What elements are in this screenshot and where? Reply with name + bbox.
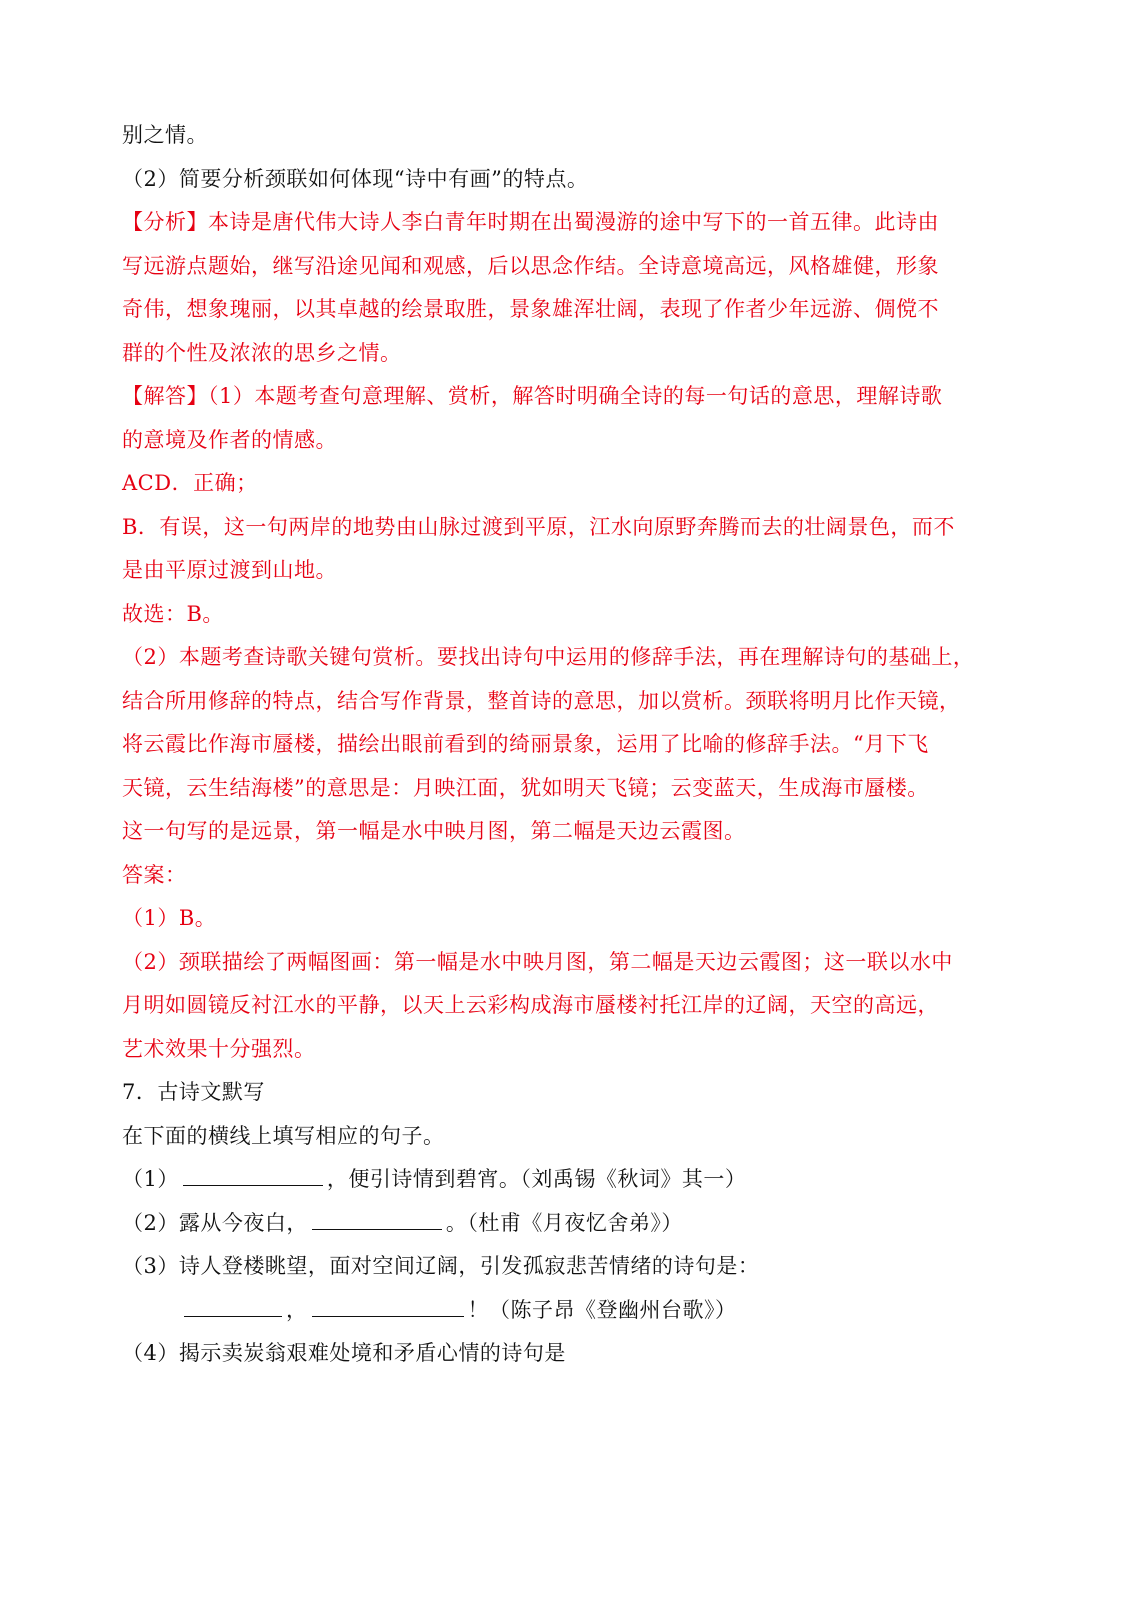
analysis-line: 奇伟，想象瑰丽，以其卓越的绘景取胜，景象雄浑壮阔，表现了作者少年远游、倜傥不 (122, 297, 939, 321)
fill-question-3-blanks (122, 1289, 1002, 1333)
answer-line: 月明如圆镜反衬江水的平静，以天上云彩构成海市蜃楼衬托江岸的辽阔，天空的高远， (122, 993, 939, 1017)
answer-line: 结合所用修辞的特点，结合写作背景，整首诗的意思，加以赏析。颈联将明月比作天镜， (122, 688, 961, 713)
answer-line: 天镜，云生结海楼”的意思是：月映江面，犹如明天飞镜；云变蓝天，生成海市蜃楼。 (122, 775, 929, 800)
fill-question-1 (122, 1158, 1002, 1202)
section-heading: 7．古诗文默写 (122, 1080, 265, 1104)
fill-question-2 (122, 1202, 1002, 1246)
answer-line: （2）颈联描绘了两幅图画：第一幅是水中映月图，第二幅是天边云霞图；这一联以水中 (122, 949, 953, 974)
answer-line: 艺术效果十分强烈。 (122, 1036, 316, 1061)
answer-line: ACD．正确； (122, 471, 258, 495)
answer-line: 答案： (122, 862, 187, 887)
question-suffix: 。（杜甫《月夜忆舍弟》） (445, 1210, 683, 1235)
answer-line: （2）本题考查诗歌关键句赏析。要找出诗句中运用的修辞手法，再在理解诗句的基础上， (122, 645, 975, 669)
analysis-line: 群的个性及浓浓的思乡之情。 (122, 340, 402, 365)
answer-blank[interactable] (312, 1292, 464, 1317)
answer-line: B．有误，这一句两岸的地势由山脉过渡到平原，江水向原野奔腾而去的壮阔景色，而不 (122, 514, 955, 539)
answer-blank[interactable] (184, 1292, 282, 1317)
answer-line: 故选：B。 (122, 601, 224, 626)
answer-line: （1）B。 (122, 906, 217, 930)
fill-question-4: （4）揭示卖炭翁艰难处境和矛盾心情的诗句是 (122, 1341, 566, 1365)
question-suffix: ！（陈子昂《登幽州台歌》） (467, 1297, 737, 1322)
answer-line: 【解答】（1）本题考查句意理解、赏析，解答时明确全诗的每一句话的意思，理解诗歌 (122, 384, 943, 408)
question-suffix: ，便引诗情到碧宵。（刘禹锡《秋词》其一） (326, 1167, 747, 1191)
text-line: 别之情。 (122, 123, 208, 147)
analysis-line: 写远游点题始，继写沿途见闻和观感，后以思念作结。全诗意境高远，风格雄健，形象 (122, 253, 939, 278)
fill-question-3: （3）诗人登楼眺望，面对空间辽阔，引发孤寂悲苦情绪的诗句是： (122, 1254, 760, 1278)
answer-line: 是由平原过渡到山地。 (122, 558, 337, 582)
question-prefix: （2）露从今夜白， (122, 1210, 308, 1235)
answer-blank[interactable] (312, 1205, 442, 1230)
answer-blank[interactable] (183, 1161, 323, 1186)
instruction-line: 在下面的横线上填写相应的句子。 (122, 1123, 445, 1148)
question-line: （2）简要分析颈联如何体现“诗中有画”的特点。 (122, 166, 589, 191)
question-prefix: （1） (122, 1167, 179, 1191)
answer-line: 的意境及作者的情感。 (122, 427, 337, 452)
analysis-line: 【分析】本诗是唐代伟大诗人李白青年时期在出蜀漫游的途中写下的一首五律。此诗由 (122, 210, 939, 234)
answer-line: 这一句写的是远景，第一幅是水中映月图，第二幅是天边云霞图。 (122, 819, 746, 843)
blank-separator: ， (286, 1297, 308, 1322)
answer-line: 将云霞比作海市蜃楼，描绘出眼前看到的绮丽景象，运用了比喻的修辞手法。“月下飞 (122, 732, 929, 756)
document-page (122, 114, 1002, 1376)
